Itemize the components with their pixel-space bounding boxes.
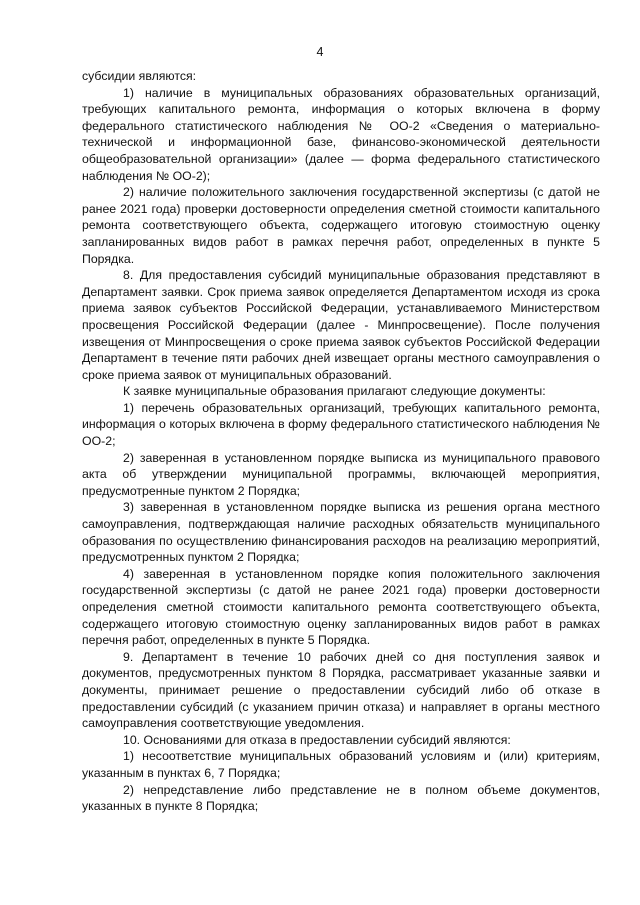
paragraph-continuation: субсидии являются:: [82, 69, 197, 83]
paragraph-attachment-1: 1) перечень образовательных организаций, требующих капитального ремонта, информация о которых включена в форму федерального статистического наблюдения № ОО-2;: [82, 400, 600, 449]
paragraph-section-10: 10. Основаниями для отказа в предоставлении субсидий являются:: [123, 732, 511, 747]
paragraph-refusal-1: 1) несоответствие муниципальных образований условиям и (или) критериям, указанным в пунктах 6, 7 Порядка;: [82, 749, 600, 780]
paragraph-section-9: 9. Департамент в течение 10 рабочих дней со дня поступления заявок и документов, предусмотренных пунктом 8 Порядка, рассматривает указанные заявки и документы, принимает решение о предоставлении субсидий либо об отказе в предоставлении субсидий (с указанием причин отказа) и направляет в органы местного самоуправления соответствующие уведомления.: [82, 649, 600, 731]
paragraph-condition-2: 2) наличие положительного заключения государственной экспертизы (с датой не ранее 2021 года) проверки достоверности определения сметной стоимости капитального ремонта соответствующего объекта, содержащего итоговую стоимостную оценку запланированных видов работ в рамках перечня работ, определенных в пункте 5 Порядка.: [82, 185, 600, 266]
paragraph-section-8: 8. Для предоставления субсидий муниципальные образования представляют в Департамент заявки. Срок приема заявок определяется Департаментом исходя из срока приема заявок субъектов Российской Федерации, устанавливаемого Министерством просвещения Российской Федерации (далее - Минпросвещение). После получения извещения от Минпросвещения о сроке приема заявок субъектов Российской Федерации Департамент в течение пяти рабочих дней извещает органы местного самоуправления о сроке приема заявок от муниципальных образований.: [82, 268, 600, 382]
paragraph-attachment-4: 4) заверенная в установленном порядке копия положительного заключения государственной экспертизы (с датой не ранее 2021 года) проверки достоверности определения сметной стоимости капитального ремонта соответствующего объекта, содержащего итоговую стоимостную оценку запланированных видов работ в рамках перечня работ, определенных в пункте 5 Порядка.: [82, 566, 600, 648]
paragraph-attachments-intro: К заявке муниципальные образования прилагают следующие документы:: [123, 384, 546, 399]
document-body: [82, 68, 600, 815]
paragraph-attachment-2: 2) заверенная в установленном порядке выписка из муниципального правового акта об утверждении муниципальной программы, включающей мероприятия, предусмотренные пунктом 2 Порядка;: [82, 450, 600, 498]
page-number: 4: [316, 45, 324, 59]
paragraph-condition-1: 1) наличие в муниципальных образованиях образовательных организаций, требующих капитального ремонта, информация о которых включена в форму федерального статистического наблюдения № ОО-2 «Сведения о материально-технической и информационной базе, финансово-экономической деятельности общеобразовательной организации» (далее — форма федерального статистического наблюдения № ОО-2);: [82, 85, 600, 183]
paragraph-attachment-3: 3) заверенная в установленном порядке выписка из решения органа местного самоуправления, подтверждающая наличие расходных обязательств муниципального образования по осуществлению финансирования расходов на реализацию мероприятий, предусмотренных пунктом 2 Порядка;: [82, 500, 600, 565]
paragraph-refusal-2: 2) непредставление либо представление не в полном объеме документов, указанных в пункте 8 Порядка;: [82, 782, 600, 814]
